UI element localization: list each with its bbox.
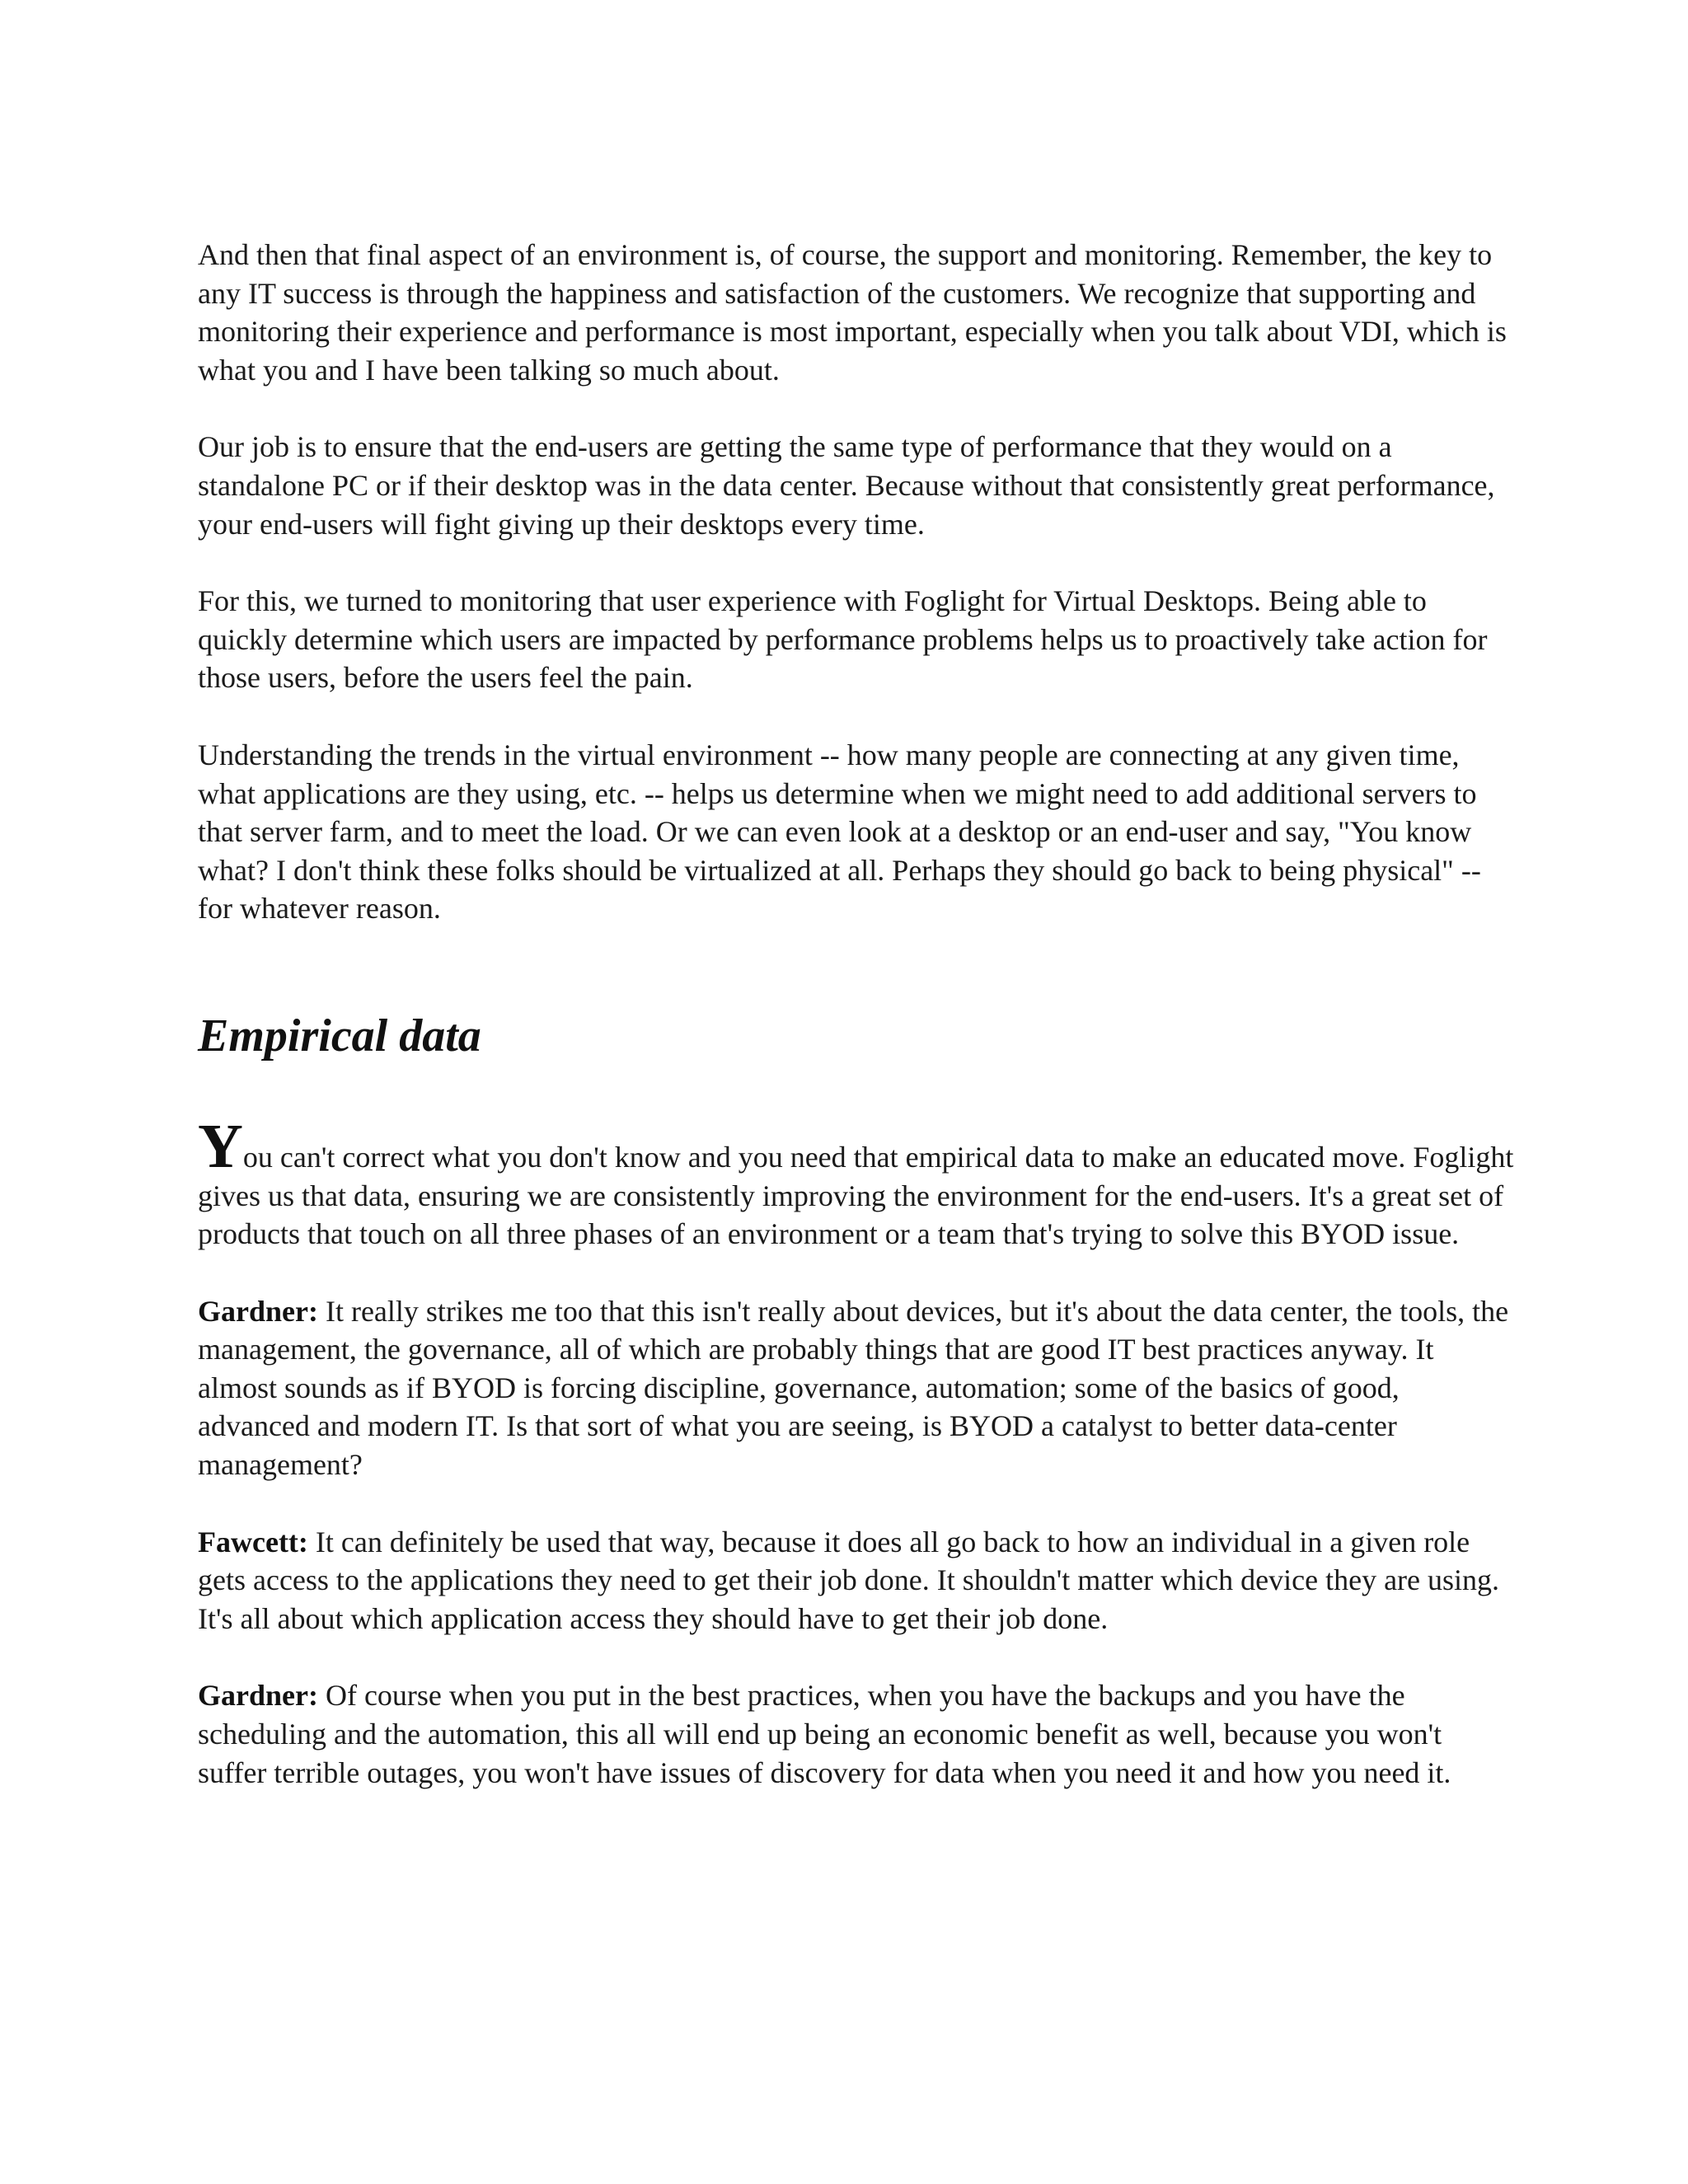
- body-paragraph: Understanding the trends in the virtual environment -- how many people are connecting at any given time, what applications are they using, etc. -- helps us determine when we might need to add additional servers to that server farm, and to meet the load. Or we can even look at a desktop or an end-user and say, "You know what? I don't think these folks should be virtualized at all. Perhaps they should go back to being physical" -- for whatever reason.: [198, 738, 1481, 926]
- body-paragraph: For this, we turned to monitoring that user experience with Foglight for Virtual Desktops. Being able to quickly determine which users are impacted by performance problems helps us to proactively take action for those users, before the users feel the pain.: [198, 584, 1488, 695]
- body-paragraph: And then that final aspect of an environment is, of course, the support and monitoring. Remember, the key to any IT success is through the happiness and satisfaction of the customers. We recognize that supporting and monitoring their experience and performance is most important, especially when you talk about VDI, which is what you and I have been talking so much about.: [198, 238, 1507, 387]
- dialogue-paragraph: [198, 1676, 1517, 1792]
- drop-cap: Y: [198, 1111, 243, 1181]
- lead-paragraph: [198, 1111, 1517, 1254]
- body-paragraph: Our job is to ensure that the end-users are getting the same type of performance that they would on a standalone PC or if their desktop was in the data center. Because without that consistently great performance, your end-users will fight giving up their desktops every time.: [198, 430, 1495, 541]
- document-page: [198, 236, 1517, 1830]
- lead-paragraph-text: ou can't correct what you don't know and you need that empirical data to make an educated move. Foglight gives us that data, ensuring we are consistently improving the environment for the end-users. It's a great set of products that touch on all three phases of an environment or a team that's trying to solve this BYOD issue.: [198, 1140, 1514, 1251]
- speaker-name: Fawcett:: [198, 1525, 308, 1558]
- dialogue-paragraph: [198, 1523, 1517, 1638]
- dialogue-text: It really strikes me too that this isn't really about devices, but it's about the data center, the tools, the management, the governance, all of which are probably things that are good IT best practices anyway. It almost sounds as if BYOD is forcing discipline, governance, automation; some of the basics of good, advanced and modern IT. Is that sort of what you are seeing, is BYOD a catalyst to better data-center management?: [198, 1294, 1509, 1482]
- speaker-name: Gardner:: [198, 1294, 318, 1328]
- dialogue-text: Of course when you put in the best practices, when you have the backups and you have the scheduling and the automation, this all will end up being an economic benefit as well, because you won't suffer terrible outages, you won't have issues of discovery for data when you need it and how you need it.: [198, 1679, 1451, 1789]
- section-heading: Empirical data: [198, 1010, 481, 1062]
- dialogue-paragraph: [198, 1292, 1517, 1484]
- dialogue-text: It can definitely be used that way, because it does all go back to how an individual in a given role gets access to the applications they need to get their job done. It shouldn't matter which device they are using. It's all about which application access they should have to get their job done.: [198, 1525, 1500, 1635]
- speaker-name: Gardner:: [198, 1679, 318, 1713]
